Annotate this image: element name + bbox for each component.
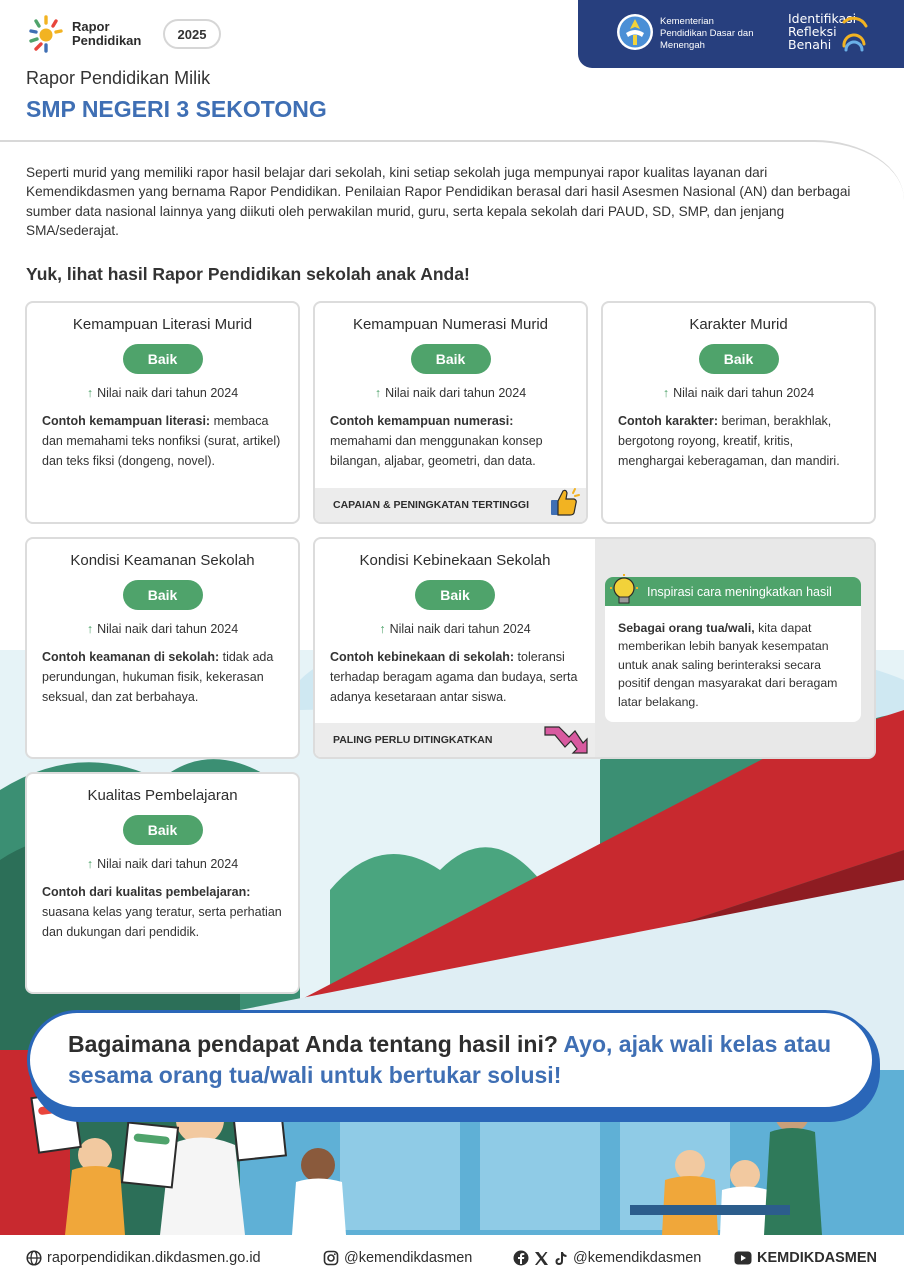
trend-text: Nilai naik dari tahun 2024 [389, 622, 531, 636]
card-description [618, 411, 860, 471]
globe-icon [26, 1250, 42, 1266]
status-badge: Baik [123, 344, 203, 374]
description-text: tidak ada perundungan, hukuman fisik, kekerasan seksual, dan zat berbahaya. [42, 650, 274, 704]
trend-text: Nilai naik dari tahun 2024 [673, 386, 815, 400]
sun-logo-icon [26, 14, 66, 54]
improvement-tag-strip [315, 723, 595, 757]
instagram-icon [323, 1250, 339, 1266]
youtube-icon [734, 1251, 752, 1265]
trend-text: Nilai naik dari tahun 2024 [97, 386, 239, 400]
ministry-name [660, 16, 772, 52]
trend-indicator [27, 622, 298, 636]
card-title: Karakter Murid [689, 316, 788, 333]
card-description [42, 411, 284, 471]
description-label: Contoh dari kualitas pembelajaran: [42, 885, 251, 899]
description-text: beriman, berakhlak, bergotong royong, kreatif, kritis, menghargai keberagaman, dan mandiri. [618, 414, 840, 468]
arrow-up-icon: ↑ [86, 857, 94, 871]
card-description [330, 647, 581, 707]
irb-line-3: Benahi [788, 37, 832, 52]
inspiration-title: Inspirasi cara meningkatkan hasil [647, 584, 832, 599]
description-label: Contoh kebinekaan di sekolah: [330, 650, 515, 664]
card-pembelajaran [25, 772, 300, 994]
banner-highlight: Ayo, ajak wali kelas atau sesama orang tua/wali untuk bertukar solusi! [68, 1031, 832, 1088]
inspiration-body: kita dapat memberikan lebih banyak kesempatan untuk anak saling berinteraksi secara positif dengan masyarakat dari beragam latar belakang. [618, 621, 838, 709]
card-title: Kondisi Keamanan Sekolah [70, 552, 255, 569]
tut-wuri-handayani-emblem-icon [616, 13, 654, 51]
description-text: suasana kelas yang teratur, serta perhatian dan dukungan dari pendidik. [42, 905, 282, 939]
arrow-up-icon: ↑ [86, 386, 94, 400]
inspiration-text [618, 619, 854, 711]
footer [0, 1236, 904, 1284]
irb-line-1: Identifikasi [788, 11, 857, 26]
trend-indicator [315, 386, 586, 400]
trend-indicator [27, 857, 298, 871]
status-badge: Baik [415, 580, 495, 610]
description-label: Contoh karakter: [618, 414, 719, 428]
inspiration-label: Sebagai orang tua/wali, [618, 621, 755, 635]
description-text: membaca dan memahami teks nonfiksi (surat, artikel) dan teks fiksi (dongeng, novel). [42, 414, 281, 468]
youtube-channel: KEMDIKDASMEN [757, 1250, 878, 1266]
footer-website[interactable] [26, 1250, 261, 1266]
arrow-up-icon: ↑ [379, 622, 386, 636]
card-title: Kemampuan Literasi Murid [72, 316, 253, 333]
card-title: Kondisi Kebinekaan Sekolah [359, 552, 551, 569]
trend-text: Nilai naik dari tahun 2024 [385, 386, 527, 400]
inspiration-header [605, 577, 861, 606]
status-badge: Baik [411, 344, 491, 374]
inspiration-panel [595, 539, 876, 757]
highlight-tag-text: CAPAIAN & PENINGKATAN TERTINGGI [333, 499, 529, 511]
ministry-line-2: Pendidikan Dasar dan [660, 28, 754, 39]
irb-line-2: Refleksi [788, 24, 837, 39]
school-name: SMP NEGERI 3 SEKOTONG [26, 96, 327, 122]
report-subtitle: Rapor Pendidikan Milik [26, 68, 211, 88]
instagram-handle: @kemendikdasmen [344, 1250, 473, 1266]
card-description [42, 882, 284, 942]
card-description [42, 647, 284, 707]
thumbs-up-icon [548, 486, 580, 518]
description-label: Contoh keamanan di sekolah: [42, 650, 220, 664]
intro-paragraph: Seperti murid yang memiliki rapor hasil belajar dari sekolah, kini setiap sekolah juga mempunyai rapor kualitas layanan dari Kemendikdasmen yang bernama Rapor Pendidikan. Penilaian Rapor Pendidikan berasal dari hasil Asesmen Nasional (AN) dan berbagai sumber data nasional lainnya yang diikuti oleh perwakilan murid, guru, serta kepala sekolah dari PAUD, SD, SMP, dan jenjang SMA/sederajat. [26, 165, 851, 238]
trend-indicator [315, 622, 595, 636]
trend-down-arrow-icon [543, 723, 591, 755]
card-kebinekaan [313, 537, 876, 759]
trend-indicator [27, 386, 298, 400]
rapor-pendidikan-logo [26, 14, 141, 54]
trend-text: Nilai naik dari tahun 2024 [97, 622, 239, 636]
trend-indicator [603, 386, 874, 400]
card-keamanan [25, 537, 300, 759]
description-text: memahami dan menggunakan konsep bilangan, aljabar, geometri, dan data. [330, 434, 543, 468]
description-label: Contoh kemampuan numerasi: [330, 414, 514, 428]
arrow-up-icon: ↑ [662, 386, 670, 400]
ministry-header-band [578, 0, 904, 68]
improvement-tag-text: PALING PERLU DITINGKATKAN [333, 734, 493, 746]
website-url: raporpendidikan.dikdasmen.go.id [47, 1250, 261, 1266]
highlight-tag-strip [315, 488, 586, 522]
discussion-banner [27, 1010, 875, 1110]
facebook-icon [513, 1250, 529, 1266]
card-karakter [601, 301, 876, 524]
card-literasi [25, 301, 300, 524]
lightbulb-icon [607, 573, 641, 611]
logo-line-1: Rapor [72, 19, 110, 34]
banner-question: Bagaimana pendapat Anda tentang hasil ini? [68, 1031, 564, 1057]
status-badge: Baik [123, 580, 203, 610]
status-badge: Baik [123, 815, 203, 845]
tiktok-icon [554, 1251, 568, 1266]
footer-youtube[interactable] [734, 1250, 877, 1266]
irb-arc-icon [838, 16, 872, 52]
status-badge: Baik [699, 344, 779, 374]
arrow-up-icon: ↑ [86, 622, 94, 636]
ministry-line-1: Kementerian [660, 16, 714, 27]
description-label: Contoh kemampuan literasi: [42, 414, 211, 428]
trend-text: Nilai naik dari tahun 2024 [97, 857, 239, 871]
footer-social[interactable] [513, 1250, 701, 1266]
social-handle: @kemendikdasmen [573, 1250, 702, 1266]
ministry-line-3: Menengah [660, 40, 705, 51]
card-title: Kemampuan Numerasi Murid [352, 316, 549, 333]
card-title: Kualitas Pembelajaran [87, 787, 238, 804]
footer-instagram[interactable] [323, 1250, 472, 1266]
arrow-up-icon: ↑ [374, 386, 382, 400]
inspiration-box [605, 577, 861, 722]
card-numerasi [313, 301, 588, 524]
x-twitter-icon [534, 1251, 549, 1266]
description-text: toleransi terhadap beragam agama dan budaya, serta adanya kesetaraan antar siswa. [330, 650, 578, 704]
year-badge: 2025 [163, 19, 221, 49]
results-heading: Yuk, lihat hasil Rapor Pendidikan sekolah anak Anda! [26, 264, 470, 284]
card-description [330, 411, 572, 471]
logo-line-2: Pendidikan [72, 33, 142, 48]
kebinekaan-main [315, 539, 595, 757]
